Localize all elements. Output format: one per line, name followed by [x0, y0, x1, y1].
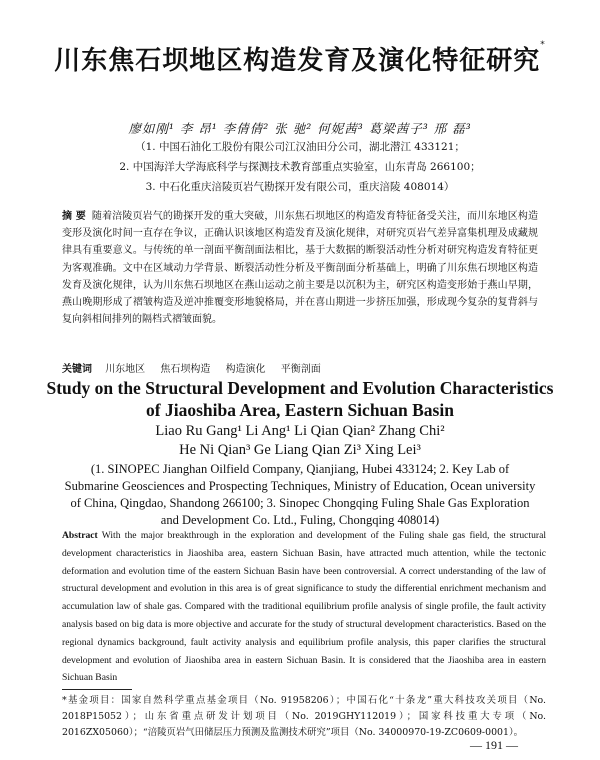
english-affiliation-line-1: (1. SINOPEC Jianghan Oilfield Company, Qianjiang, Hubei 433124; 2. Key Lab of: [90, 462, 510, 476]
chinese-authors: 廖如刚¹ 李 昂¹ 李倩倩² 张 驰² 何妮茜³ 葛梁茜子³ 邢 磊³: [128, 121, 472, 136]
chinese-abstract: [62, 208, 538, 328]
english-title-line-2: of Jiaoshiba Area, Eastern Sichuan Basin: [146, 400, 454, 420]
keyword: 焦石坝构造: [160, 364, 211, 375]
english-authors-line-1: Liao Ru Gang¹ Li Ang¹ Li Qian Qian² Zhang Chi²: [155, 423, 445, 439]
chinese-keywords: [62, 360, 538, 375]
chinese-abstract-label: 摘 要: [62, 211, 86, 222]
chinese-affiliation-3: 3. 中石化重庆涪陵页岩气勘探开发有限公司，重庆涪陵 408014）: [145, 181, 455, 193]
english-title-line-1: Study on the Structural Development and Evolution Characteristics: [46, 378, 554, 398]
english-authors-line-2: He Ni Qian³ Ge Liang Qian Zi³ Xing Lei³: [179, 442, 421, 458]
title-footnote-mark: *: [540, 40, 546, 50]
chinese-keywords-label: 关键词: [62, 364, 92, 375]
chinese-affiliation-1: （1. 中国石油化工股份有限公司江汉油田分公司，湖北潜江 433121；: [135, 141, 465, 153]
english-affiliation-line-4: and Development Co. Ltd., Fuling, Chongqing 408014): [160, 513, 440, 527]
chinese-title: [0, 40, 600, 77]
keyword: 平衡剖面: [280, 364, 321, 375]
keyword: 川东地区: [105, 364, 146, 375]
english-abstract-label: Abstract: [62, 530, 98, 541]
chinese-title-text: 川东焦石坝地区构造发育及演化特征研究: [54, 46, 541, 76]
chinese-abstract-text: 随着涪陵页岩气的勘探开发的重大突破，川东焦石坝地区的构造发育特征备受关注，而川东地区构造变形及演化时间一直存在争议，正确认识该地区构造发育及演化规律，对研究页岩气差异富集机理及成藏规律具有重要意义。与传统的单一剖面平衡剖面法相比，基于大数据的断裂活动性分析对研究构造发育特征更为客观准确。文中在区域动力学背景、断裂活动性分析及平衡剖面分析基础上，明确了川东焦石坝地区构造发育及演化规律，认为川东焦石坝地区在燕山运动之前主要是以沉积为主，研究区构造变形始于燕山早期，燕山晚期形成了褶皱构造及逆冲推覆变形地貌格局，并在喜山期进一步挤压加强，形成现今复杂的复背斜与复向斜相间排列的隔档式褶皱面貌。: [62, 211, 539, 326]
page-number: — 191 —: [470, 738, 518, 752]
chinese-affiliation-2: 2. 中国海洋大学海底科学与探测技术教育部重点实验室，山东青岛 266100；: [119, 161, 481, 173]
english-abstract: [62, 527, 546, 687]
english-affiliation-line-2: Submarine Geosciences and Prospecting Techniques, Ministry of Education, Ocean university: [64, 479, 536, 493]
keyword: 构造演化: [225, 364, 266, 375]
english-affiliation-line-3: of China, Qingdao, Shandong 266100; 3. Sinopec Chongqing Fuling Shale Gas Exploration: [70, 496, 530, 510]
footnote-divider: [62, 689, 132, 690]
english-abstract-text: With the major breakthrough in the exploration and development of the Fuling shale gas field, the structural development characteristics in Jiaoshiba area, eastern Sichuan Basin, have attracted much attention, while the tectonic deformation and evolution time of the eastern Sichuan Basin have been controversial. A correct understanding of the law of structural development and evolution in this area is of great significance to study the differential enrichment mechanism and accumulation law of shale gas. Compared with the traditional equilibrium profile analysis of single profile, the fault activity analysis based on big data is more objective and accurate for the study of structural development characteristics. Based on the regional dynamics background, fault activity analysis and equilibrium profile analysis, this paper clarifies the structural development and evolution of Jiaoshiba area in eastern Sichuan Basin. It is considered that the Jiaoshiba area in eastern Sichuan Basin: [62, 530, 546, 684]
funding-footnote: *基金项目：国家自然科学重点基金项目（No. 91958206）；中国石化“十条龙”重大科技攻关项目（No. 2018P15052）；山东省重点研发计划项目（No. 2019GHY112019）；国家科技重大专项（No. 2016ZX05060）；“涪陵页岩气田储层压力预测及监测技术研究”项目（No. 34000970-19-ZC0609-0001）。: [62, 695, 546, 738]
